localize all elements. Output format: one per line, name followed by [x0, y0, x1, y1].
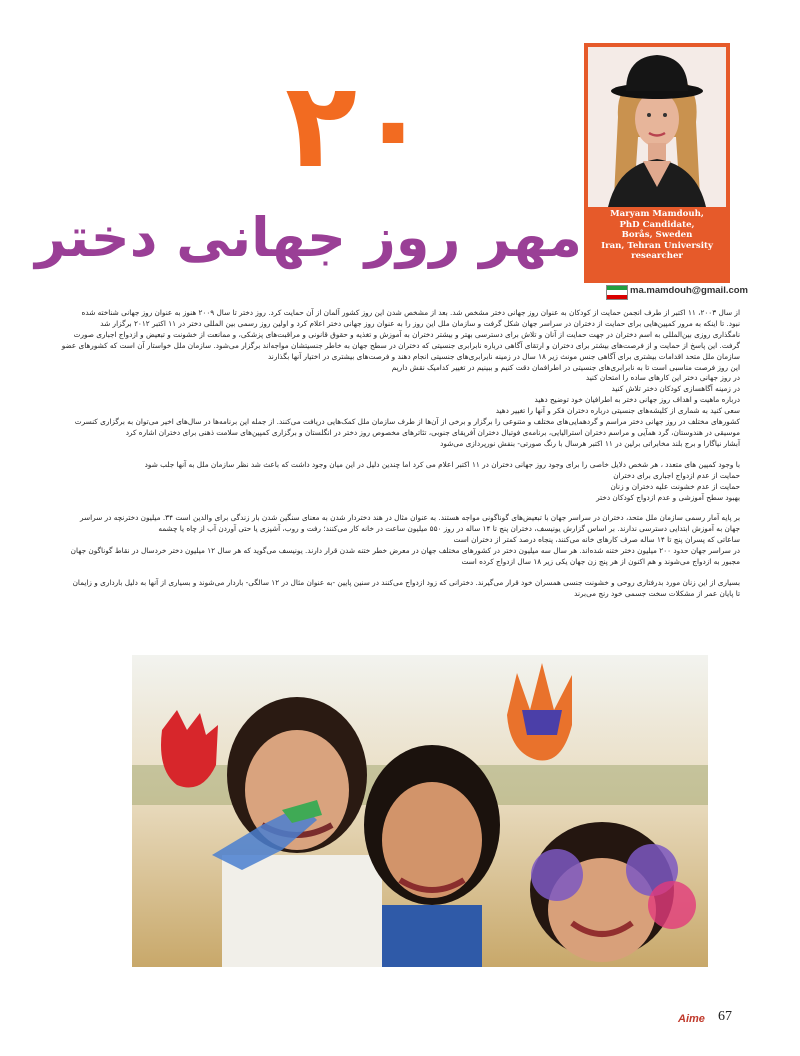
- page-number: 67: [718, 1009, 732, 1024]
- body-line: آبشار نیاگارا و برج بلند مخابراتی برلین در ۱۱ اکتبر هرسال با رنگ صورتی- بنفش نورپردازی می‌شود: [440, 438, 740, 448]
- body-line: کشورهای مختلف در روز جهانی دختر مراسم و گردهمایی‌های مختلف و متنوعی را برگزار و برخی از آن‌ها از طرف سازمان ملل کمک‌هایی دریافت می‌کنند. از جمله این برنامه‌ها در سال‌های اخیر می‌توان به برگزاری کنسرت: [74, 417, 740, 427]
- body-line: این روز فرصت مناسبی است تا به نابرابری‌های جنسیتی در اطرافمان دقت کنیم و ببینیم در تغییر کدامیک نقش داریم: [391, 362, 740, 372]
- body-line: موسیقی در هندوستان، گرد همآیی و مراسم دختران استرالیایی، برنامه‌ی فوتبال دختران آفریقای جنوبی، تئاترهای مخصوص روز دختر در انگلستان و برگزاری کمپین‌های سلامت ذهنی برای دختران اشاره کرد: [125, 427, 740, 437]
- paragraph-2: [92, 460, 740, 504]
- author-portrait-illustration: [588, 47, 726, 207]
- body-line: نامگذاری روزی بین‌المللی به اسم دختران در جهت حمایت از آنان و تلاش برای دسترسی بهتر و بیشتر دختران به آموزش و تغذیه و حقوق قانونی و مراقبت‌های پزشکی، و ممانعت از خشونت و تبعیض و ازدواج اجباری صورت: [73, 329, 740, 339]
- flag-stripe: [607, 295, 627, 299]
- body-line: در روز جهانی دختر این کارهای ساده را امتحان کنید: [585, 373, 740, 383]
- author-card: [584, 43, 730, 283]
- body-line: در زمینه آگاهسازی کودکان دختر تلاش کنید: [611, 384, 740, 394]
- body-line: سازمان ملل متحد اقدامات بیشتری برای آگاهی جنس مونث زیر ۱۸ سال در زمینه نابرابری‌های جنسیتی انجام دهند و فرصت‌های بیشتری در اختیار آنها بگذارند: [267, 351, 740, 361]
- article-body: [61, 308, 740, 600]
- author-degree: PhD Candidate,: [619, 219, 695, 230]
- paragraph-3: [70, 513, 740, 568]
- body-line: گرفت. این پاسخ از حمایت و از فرصت‌های بیشتر برای دختران و ارتقای آگاهی درباره نابرابری جنسیتی که دختران در سطح جهان به خاطر جنسیتشان مواجه‌اند برگزار می‌شود. سازمان ملل خواستار آن است که کشورهای عضو: [61, 340, 740, 350]
- body-line: بر پایه آمار رسمی سازمان ملل متحد، دختران در سراسر جهان با تبعیض‌های گوناگونی مواجه هستند. به عنوان مثال در هند دختردار شدن به معنای سنگین شدن بار زندگی برای والدین است ۳۴. میلیون دخترنچه در سراسر: [79, 513, 740, 523]
- body-line: حمایت از عدم ازدواج اجباری برای دختران: [613, 470, 740, 480]
- iran-flag-icon: [606, 285, 628, 300]
- magazine-logo: Aime: [678, 1013, 705, 1025]
- body-line: در سراسر جهان حدود ۲۰۰ میلیون دختر ختنه شده‌اند. هر سال سه میلیون دختر در کشورهای مختلف جهان در معرض خطر ختنه شدن قرار دارند. یونیسف می‌گوید که هر سال ۱۲ میلیون دختر خردسال در نقاط گوناگون جهان: [70, 546, 740, 556]
- author-caption: [584, 209, 730, 262]
- author-contact: [600, 283, 749, 301]
- author-location: Borås, Sweden: [621, 230, 693, 241]
- body-line: بهبود سطح آموزشی و عدم ازدواج کودکان دختر: [596, 492, 740, 502]
- body-line: بسیاری از این زنان مورد بدرفتاری روحی و خشونت جنسی همسران خود قرار می‌گیرند. دخترانی که زود ازدواج می‌کنند در سنین پایین -به عنوان مثال در ۱۲ سالگی- باردار می‌شوند و بسیاری از آنها به دلیل بارداری و زایمان: [72, 577, 740, 587]
- title-number: ۲۰: [284, 56, 430, 194]
- children-photo: [132, 655, 708, 967]
- body-line: جهان به آموزش ابتدایی دسترسی ندارند. بر اساس گزارش یونیسف، دختران پنج تا ۱۴ ساله در روز ۵۵۰ میلیون ساعت در خانه کار می‌کنند؛ رفت و روب، آشپزی یا حتی آوردن آب از چاه یا چشمه: [158, 524, 740, 534]
- body-line: تا پایان عمر از مشکلات سخت جسمی خود رنج می‌برند: [574, 588, 740, 598]
- body-line: سعی کنید به شماری از کلیشه‌های جنسیتی درباره دختران فکر و آنها را تغییر دهید: [495, 406, 740, 416]
- body-line: از سال ۲۰۰۳، ۱۱ اکتبر از طرف انجمن حمایت از کودکان به عنوان روز جهانی دختر مشخص شد. بعد از مشخص شدن این روز کشور آلمان از آن حمایت کرد. روز دختر تا سال ۲۰۰۹ هنوز به عنوان روز جهانی شناخته شده: [81, 308, 740, 317]
- author-photo: [588, 47, 726, 207]
- paragraph-1: [61, 308, 740, 450]
- author-role: researcher: [631, 251, 683, 262]
- author-name: Maryam Mamdouh,: [610, 209, 704, 219]
- body-line: ساعاتی که پسران پنج تا ۱۴ ساله صرف کارهای خانه می‌کنند، پنجاه درصد کمتر از دختران است: [453, 535, 740, 545]
- author-email[interactable]: ma.mamdouh@gmail.com: [630, 285, 749, 296]
- body-line: مجبور به ازدواج می‌شوند و هم اکنون از هر پنج زن جهان یکی زیر ۱۸ سال ازدواج کرده است: [461, 557, 740, 567]
- page-title: مهر روز جهانی دختر: [35, 206, 582, 269]
- body-line: نبود. تا اینکه به مرور کمپین‌هایی برای حمایت از دختران در سراسر جهان شکل گرفت و سازمان ملل این روز را به عنوان روز جهانی دختر اعلام کرد و اولین روز رسمی بین المللی دختر در ۱۱ اکتبر ۲۰۱۲ برگزار شد: [100, 318, 740, 328]
- children-painted-hands-illustration: [132, 655, 708, 967]
- body-line: با وجود کمپین های متعدد ، هر شخص دلایل خاصی را برای وجود روز جهانی دختران در ۱۱ اکتبر اعلام می کرد اما چندین دلیل در این میان وجود داشت که باعث شد نظر سازمان ملل به آنها جلب شود: [144, 459, 740, 469]
- paragraph-4: [72, 577, 740, 600]
- body-line: حمایت از عدم خشونت علیه دختران و زنان: [610, 481, 740, 491]
- author-university: Iran, Tehran University: [601, 240, 713, 251]
- body-line: درباره ماهیت و اهداف روز جهانی دختر به اطرافیان خود توضیح دهید: [534, 395, 740, 405]
